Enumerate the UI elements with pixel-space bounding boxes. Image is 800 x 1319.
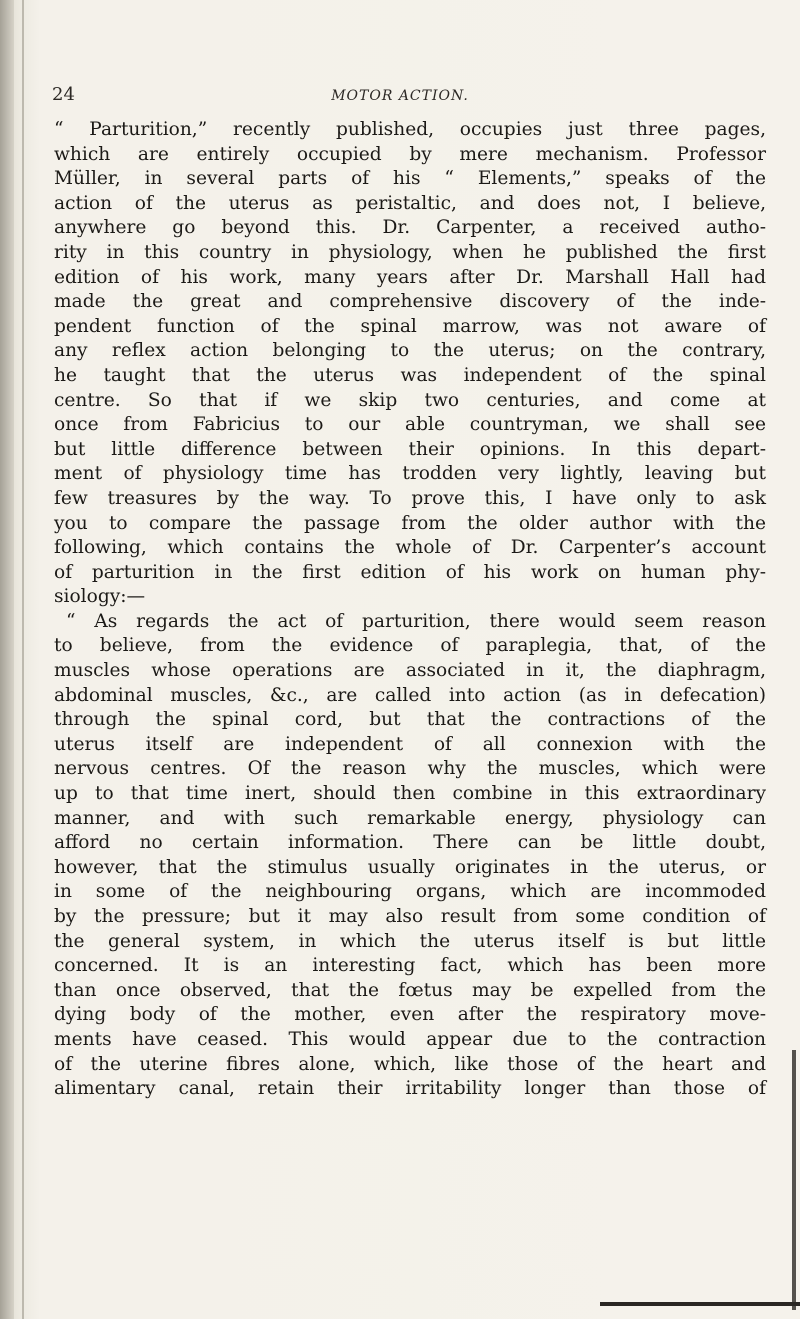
- text-line: nervous centres. Of the reason why the muscles, which were: [54, 758, 766, 780]
- text-line: made the great and comprehensive discovery of the inde-: [54, 291, 766, 313]
- text-line: rity in this country in physiology, when he published the first: [54, 241, 766, 263]
- text-line: of the uterine fibres alone, which, like those of the heart and: [54, 1053, 766, 1075]
- text-line: of parturition in the first edition of his work on human phy-: [54, 561, 766, 583]
- text-line: by the pressure; but it may also result from some condition of: [54, 906, 766, 927]
- text-line: through the spinal cord, but that the contractions of the: [54, 709, 766, 731]
- text-line: to believe, from the evidence of paraplegia, that, of the: [54, 635, 766, 657]
- text-line: ments have ceased. This would appear due to the contraction: [54, 1028, 766, 1050]
- text-line: the general system, in which the uterus itself is but little: [54, 930, 766, 952]
- text-line: concerned. It is an interesting fact, which has been more: [54, 955, 766, 977]
- text-line: any reflex action belonging to the uterus; on the contrary,: [54, 340, 766, 362]
- text-line: anywhere go beyond this. Dr. Carpenter, a received autho-: [54, 217, 766, 239]
- text-line: “ As regards the act of parturition, there would seem reason: [66, 610, 766, 632]
- text-line: abdominal muscles, &c., are called into action (as in defecation): [54, 684, 766, 706]
- text-line: siology:—: [54, 586, 146, 608]
- text-line: edition of his work, many years after Dr. Marshall Hall had: [54, 266, 766, 288]
- body-text: [54, 118, 766, 1102]
- text-line: few treasures by the way. To prove this, I have only to ask: [54, 487, 766, 509]
- text-line: muscles whose operations are associated in it, the diaphragm,: [54, 660, 766, 682]
- page-edge-right: [792, 1050, 796, 1310]
- text-line: which are entirely occupied by mere mechanism. Professor: [54, 143, 766, 165]
- text-line: once from Fabricius to our able countryman, we shall see: [54, 414, 766, 436]
- text-line: manner, and with such remarkable energy, physiology can: [54, 807, 766, 829]
- page-edge-bottom: [600, 1302, 800, 1306]
- text-line: following, which contains the whole of Dr. Carpenter’s account: [54, 537, 766, 559]
- text-line: however, that the stimulus usually originates in the uterus, or: [54, 856, 766, 878]
- text-line: alimentary canal, retain their irritability longer than those of: [54, 1078, 766, 1100]
- text-line: pendent function of the spinal marrow, was not aware of: [54, 315, 766, 337]
- text-line: dying body of the mother, even after the respiratory move-: [54, 1004, 766, 1026]
- text-line: action of the uterus as peristaltic, and does not, I believe,: [54, 192, 766, 214]
- text-line: up to that time inert, should then combine in this extraordinary: [54, 783, 766, 805]
- page-number: 24: [52, 84, 75, 105]
- text-line: centre. So that if we skip two centuries, and come at: [54, 389, 766, 411]
- text-line: he taught that the uterus was independent of the spinal: [54, 364, 766, 386]
- text-line: you to compare the passage from the older author with the: [54, 512, 766, 534]
- text-line: ment of physiology time has trodden very lightly, leaving but: [54, 463, 766, 485]
- text-line: uterus itself are independent of all connexion with the: [54, 733, 766, 755]
- running-head: MOTOR ACTION.: [331, 88, 469, 104]
- text-line: in some of the neighbouring organs, which are incommoded: [54, 881, 766, 903]
- page-binding-shadow: [0, 0, 14, 1319]
- text-line: than once observed, that the fœtus may be expelled from the: [54, 979, 766, 1001]
- text-line: afford no certain information. There can be little doubt,: [54, 832, 766, 854]
- text-line: but little difference between their opinions. In this depart-: [54, 438, 766, 460]
- text-line: Müller, in several parts of his “ Elements,” speaks of the: [54, 168, 766, 190]
- text-line: “ Parturition,” recently published, occupies just three pages,: [54, 119, 766, 140]
- spine-line: [22, 0, 24, 1319]
